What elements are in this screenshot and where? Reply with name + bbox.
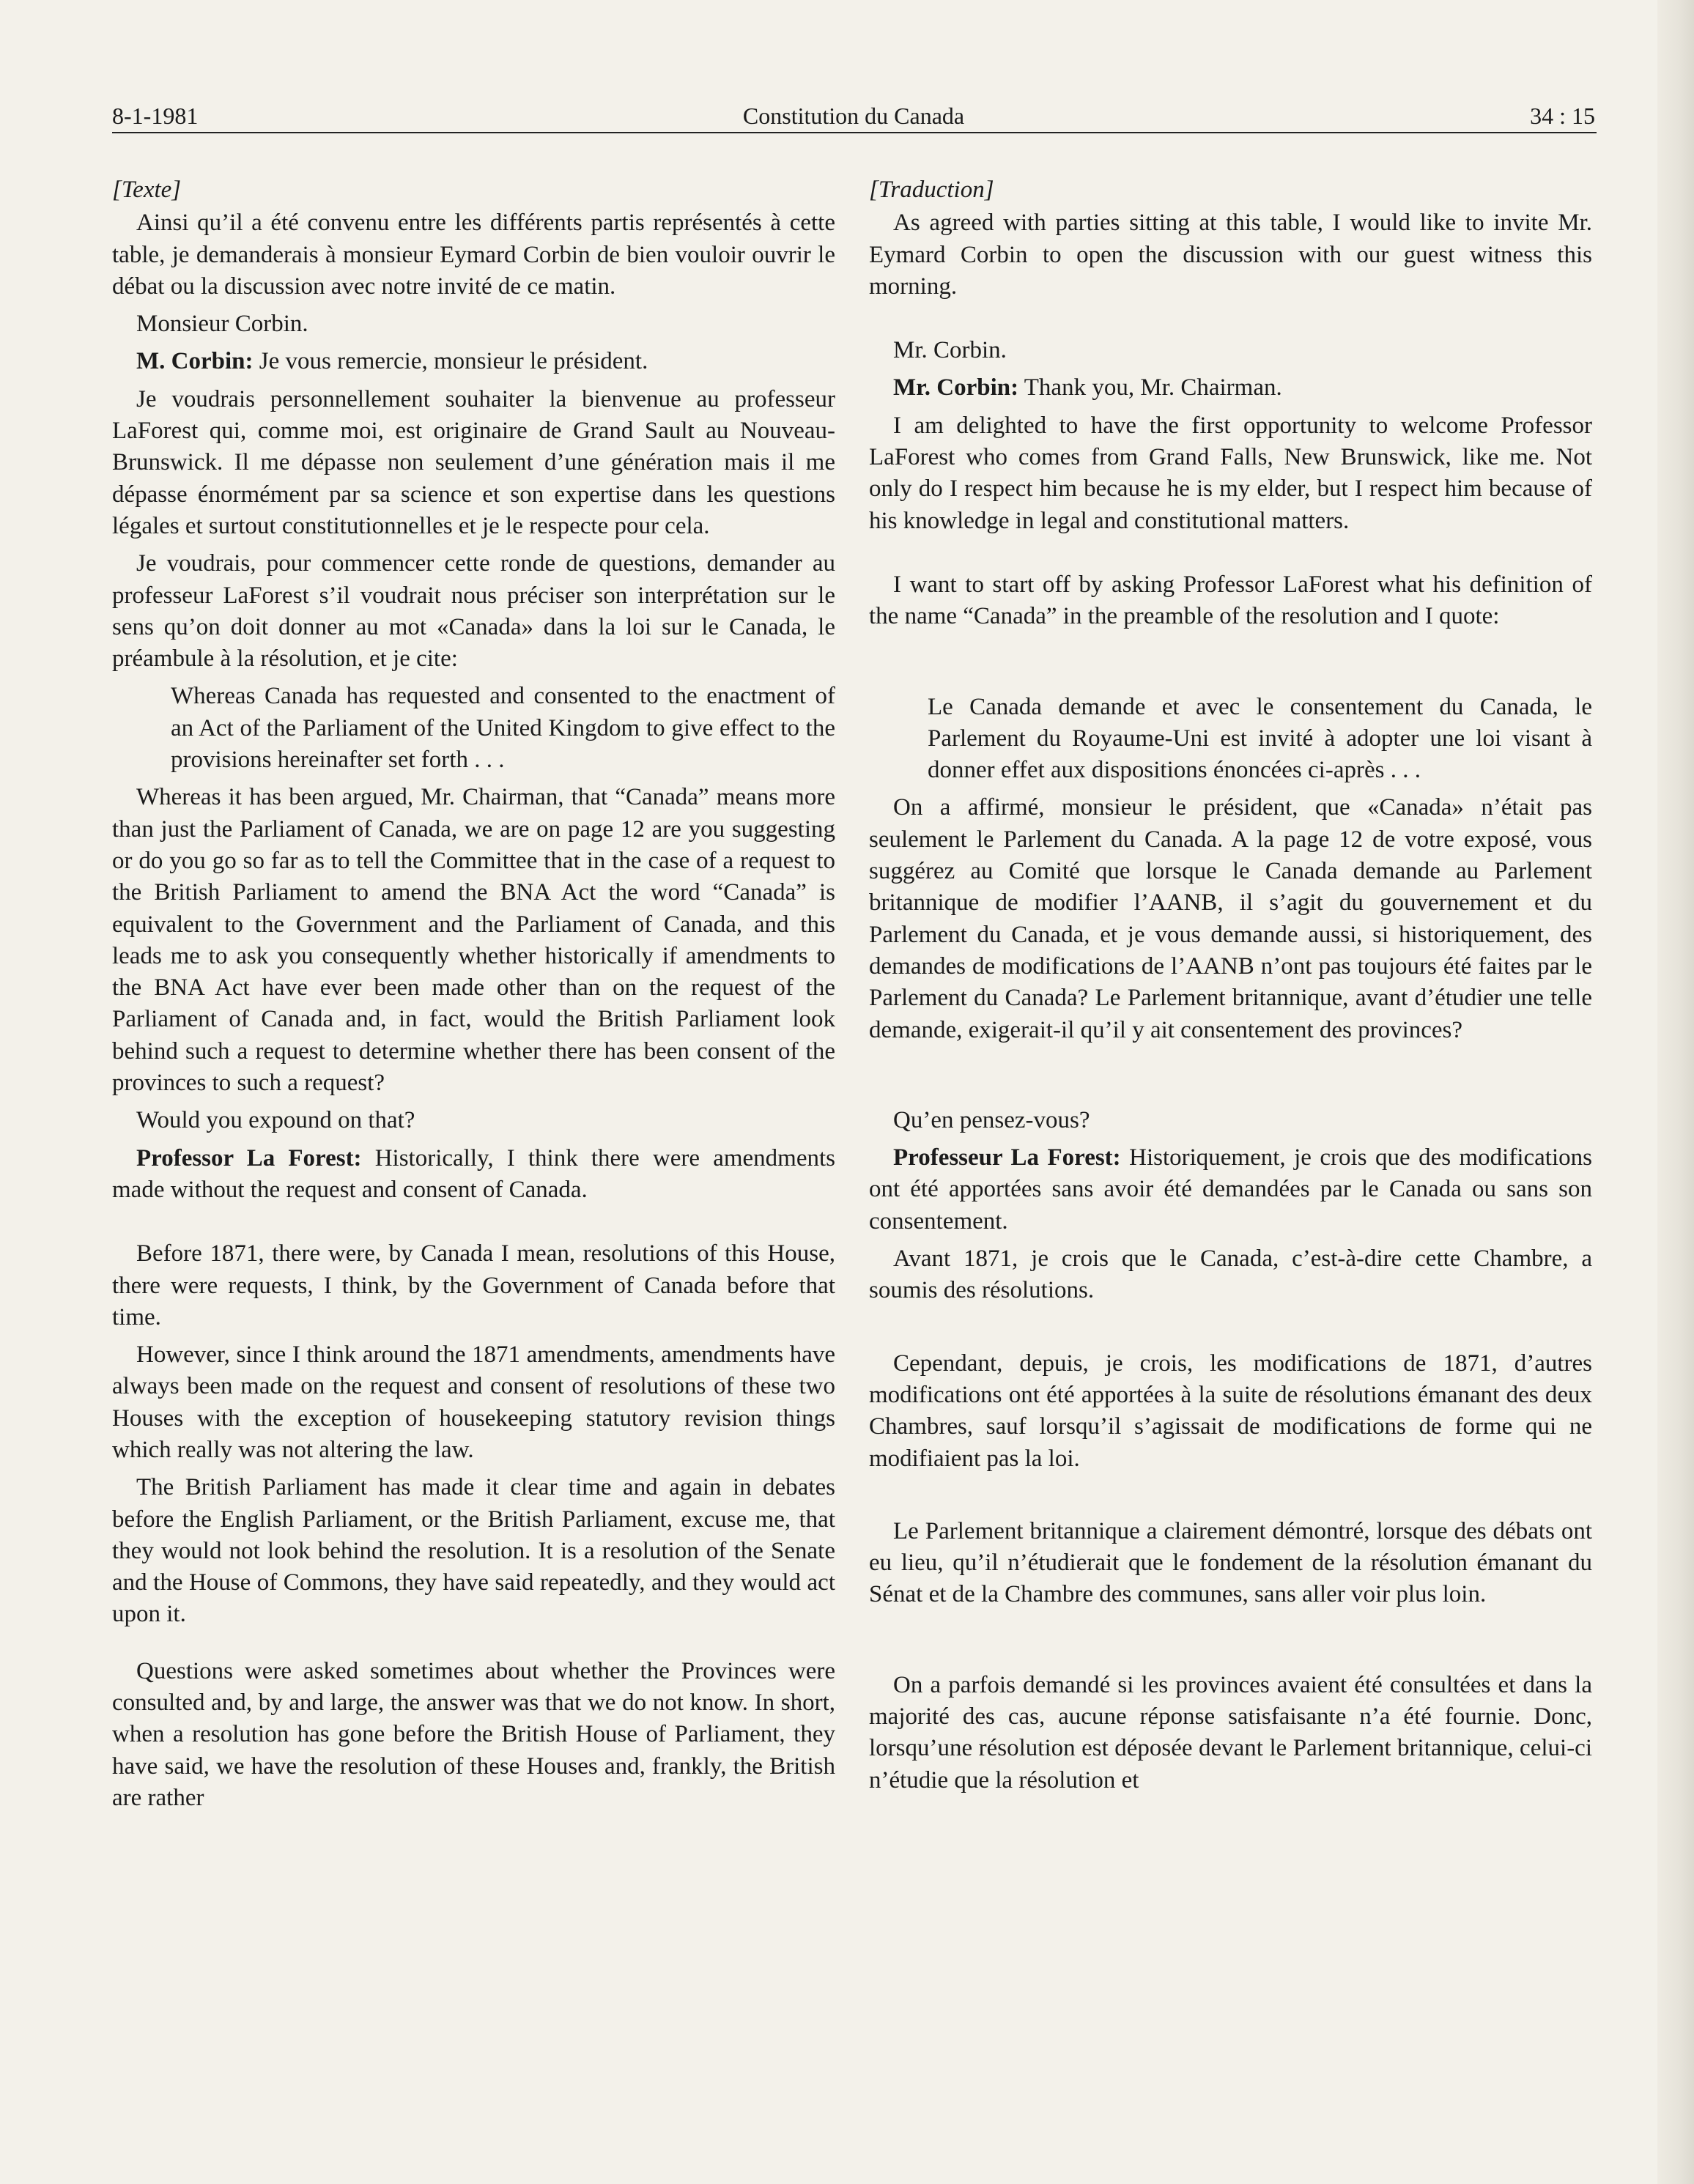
left-paragraph: Would you expound on that?	[136, 1107, 415, 1134]
page-edge-shadow	[1657, 0, 1694, 2184]
left-speaker-paragraph	[112, 1143, 835, 1207]
speaker-name: Professor La Forest:	[136, 1144, 362, 1171]
left-paragraph: Whereas it has been argued, Mr. Chairman, that “Canada” means more than just the Parliament of Canada, we are on page 12 are you suggesting or do you go so far as to tell the Committee that in the case of a request to the British Parliament to amend the BNA Act the word “Canada” is equivalent to the Government and the Parliament of Canada, and this leads me to ask you consequently whether historically if amendments to the BNA Act have ever been made other than on the request of the Parliament of Canada and, in fact, would the British Parliament look behind such a request to determine whether there has been consent of the provinces to such a request?	[112, 784, 835, 1097]
left-paragraph: Je voudrais, pour commencer cette ronde de questions, demander au professeur LaForest s’il voudrait nous préciser son interprétation sur le sens qu’on doit donner au mot «Canada» dans la loi sur le Canada, le préambule à la résolution, et je cite:	[112, 550, 835, 673]
left-paragraph: Ainsi qu’il a été convenu entre les différents partis représentés à cette table, je demanderais à monsieur Eymard Corbin de bien vouloir ouvrir le débat ou la discussion avec notre invité de ce matin.	[112, 210, 835, 300]
left-paragraph: The British Parliament has made it clear time and again in debates before the English Parliament, or the British Parliament, excuse me, that they would not look behind the resolution. It is a resolution of the Senate and the House of Commons, they have said repeatedly, and they would act upon it.	[112, 1474, 835, 1628]
right-quote: Le Canada demande et avec le consentement du Canada, le Parlement du Royaume-Uni est invité à adopter une loi visant à donner effet aux dispositions énoncées ci-après . . .	[928, 693, 1592, 784]
right-paragraph: I want to start off by asking Professor LaForest what his definition of the name “Canada” in the preamble of the resolution and I quote:	[869, 571, 1592, 630]
speaker-name: Professeur La Forest:	[893, 1144, 1121, 1171]
header-date: 8-1-1981	[112, 103, 199, 129]
right-paragraph: On a affirmé, monsieur le président, que «Canada» n’était pas seulement le Parlement du Canada. A la page 12 de votre exposé, vous suggérez au Comité que lorsque le Canada demande au Parlement britannique de modifier l’AANB, il s’agit du gouvernement et du Parlement du Canada, et je vous demande aussi, si historiquement, des demandes de modifications de l’AANB n’ont pas toujours été faites par le Parlement du Canada? Le Parlement britannique, avant d’étudier une telle demande, exigerait-il qu’il y ait consentement des provinces?	[869, 794, 1592, 1043]
left-paragraph: However, since I think around the 1871 amendments, amendments have always been made on the request and consent of resolutions of these two Houses with the exception of housekeeping statutory revision things which really was not altering the law.	[112, 1341, 835, 1463]
left-paragraph: Je voudrais personnellement souhaiter la bienvenue au professeur LaForest qui, comme moi, est originaire de Grand Sault au Nouveau-Brunswick. Il me dépasse non seulement d’une génération mais il me dépasse énormément par sa science et son expertise dans les questions légales et surtout constitutionnelles et je le respecte pour cela.	[112, 385, 835, 539]
right-paragraph: Cependant, depuis, je crois, les modifications de 1871, d’autres modifications ont été apportées à la suite de résolutions émanant des deux Chambres, sauf lorsqu’il s’agissait de modifications de forme qui ne modifiaient pas la loi.	[869, 1350, 1592, 1472]
speaker-text: Historically, I think there were amendments made without the request and consent of Canada.	[112, 1144, 835, 1203]
speaker-name: Mr. Corbin:	[893, 374, 1019, 401]
right-paragraph: Mr. Corbin.	[893, 337, 1007, 364]
header-rule	[112, 132, 1597, 133]
header-page-number: 34 : 15	[1530, 103, 1595, 129]
running-header	[112, 101, 1595, 135]
speaker-text: Historiquement, je crois que des modifications ont été apportées sans avoir été demandées par le Canada ou sans son consentement.	[869, 1144, 1592, 1234]
right-paragraph: Qu’en pensez-vous?	[893, 1106, 1090, 1133]
right-speaker-paragraph	[869, 1142, 1592, 1237]
right-paragraph: Le Parlement britannique a clairement démontré, lorsque des débats ont eu lieu, qu’il n’étudierait que le fondement de la résolution émanant du Sénat et de la Chambre des communes, sans aller voir plus loin.	[869, 1517, 1592, 1608]
left-paragraph: Before 1871, there were, by Canada I mean, resolutions of this House, there were requests, I think, by the Government of Canada before that time.	[112, 1240, 835, 1330]
left-column	[112, 174, 835, 1820]
speaker-text: Je vous remercie, monsieur le président.	[253, 348, 648, 375]
left-speaker-paragraph	[112, 346, 835, 377]
right-paragraph: As agreed with parties sitting at this table, I would like to invite Mr. Eymard Corbin to open the discussion with our guest witness this morning.	[869, 210, 1592, 300]
left-paragraph: Questions were asked sometimes about whether the Provinces were consulted and, by and large, the answer was that we do not know. In short, when a resolution has gone before the British House of Parliament, they have said, we have the resolution of these Houses and, frankly, the British are rather	[112, 1657, 835, 1811]
left-paragraph: Monsieur Corbin.	[136, 311, 308, 338]
right-paragraph: Avant 1871, je crois que le Canada, c’est-à-dire cette Chambre, a soumis des résolutions.	[869, 1245, 1592, 1304]
right-column	[869, 174, 1592, 1802]
left-language-label: [Texte]	[112, 177, 182, 203]
header-title: Constitution du Canada	[742, 103, 965, 129]
right-speaker-paragraph	[869, 372, 1592, 404]
right-paragraph: On a parfois demandé si les provinces avaient été consultées et dans la majorité des cas, aucune réponse satisfaisante n’a été fournie. Donc, lorsqu’une résolution est déposée devant le Parlement britannique, celui-ci n’étudie que la résolution et	[869, 1671, 1592, 1794]
speaker-text: Thank you, Mr. Chairman.	[1018, 374, 1282, 401]
right-language-label: [Traduction]	[869, 177, 994, 203]
right-paragraph: I am delighted to have the first opportunity to welcome Professor LaForest who comes from Grand Falls, New Brunswick, like me. Not only do I respect him because he is my elder, but I respect him because of his knowledge in legal and constitutional matters.	[869, 412, 1592, 534]
left-quote: Whereas Canada has requested and consented to the enactment of an Act of the Parliament of the United Kingdom to give effect to the provisions hereinafter set forth . . .	[171, 683, 835, 774]
speaker-name: M. Corbin:	[136, 348, 254, 375]
